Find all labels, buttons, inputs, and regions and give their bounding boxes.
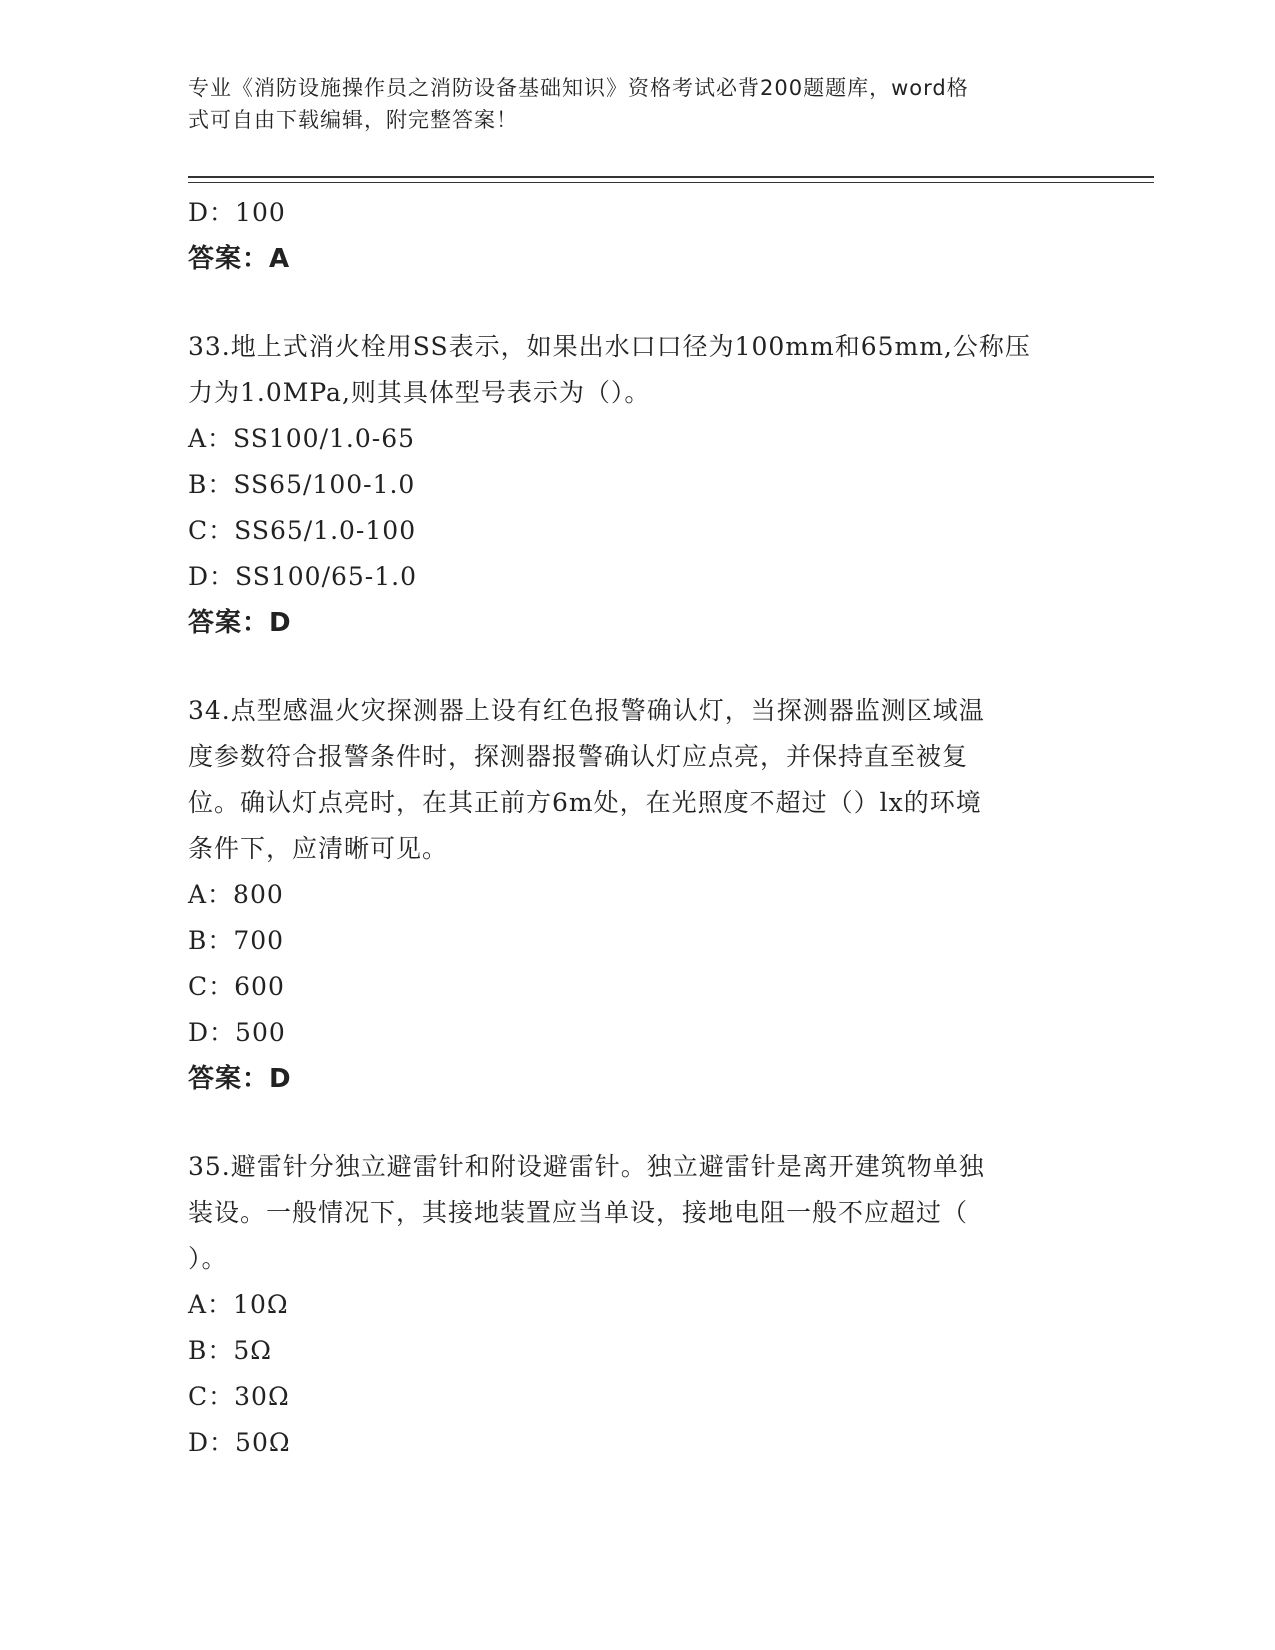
question-34 (188, 688, 1088, 1102)
answer: 答案：D (188, 608, 292, 638)
option-c: C：600 (188, 972, 285, 1001)
option-d: D：SS100/65-1.0 (188, 562, 418, 591)
stem-line: 35.避雷针分独立避雷针和附设避雷针。独立避雷针是离开建筑物单独 (188, 1152, 985, 1181)
option-d: D：100 (188, 198, 286, 227)
question-stem (188, 324, 1088, 416)
option-c: C：SS65/1.0-100 (188, 516, 417, 545)
page-header (188, 72, 1088, 136)
option-d: D：50Ω (188, 1428, 291, 1457)
question-35 (188, 1144, 1088, 1466)
option-d: D：500 (188, 1018, 286, 1047)
question-33 (188, 324, 1088, 646)
document-body (188, 190, 1088, 1466)
option-b: B：700 (188, 926, 285, 955)
stem-line: 力为1.0MPa,则其具体型号表示为（）。 (188, 378, 651, 407)
stem-line: 34.点型感温火灾探测器上设有红色报警确认灯，当探测器监测区域温 (188, 696, 985, 725)
option-a: A：800 (188, 880, 284, 909)
answer: 答案：D (188, 1064, 292, 1094)
header-line-2: 式可自由下载编辑，附完整答案！ (188, 108, 518, 132)
stem-line: ）。 (188, 1244, 228, 1273)
stem-line: 装设。一般情况下，其接地装置应当单设，接地电阻一般不应超过（ (188, 1198, 969, 1227)
option-a: A：SS100/1.0-65 (188, 424, 416, 453)
stem-line: 条件下，应清晰可见。 (188, 834, 449, 863)
option-a: A：10Ω (188, 1290, 289, 1319)
answer: 答案：A (188, 244, 291, 274)
stem-line: 位。确认灯点亮时，在其正前方6m处，在光照度不超过（）lx的环境 (188, 788, 982, 817)
stem-line: 33.地上式消火栓用SS表示，如果出水口口径为100mm和65mm,公称压 (188, 332, 1031, 361)
option-c: C：30Ω (188, 1382, 290, 1411)
option-b: B：SS65/100-1.0 (188, 470, 416, 499)
header-line-1: 专业《消防设施操作员之消防设备基础知识》资格考试必背200题题库，word格 (188, 76, 969, 100)
stem-line: 度参数符合报警条件时，探测器报警确认灯应点亮，并保持直至被复 (188, 742, 969, 771)
option-b: B：5Ω (188, 1336, 273, 1365)
header-divider (188, 176, 1154, 183)
question-stem (188, 688, 1088, 872)
question-stem (188, 1144, 1088, 1282)
